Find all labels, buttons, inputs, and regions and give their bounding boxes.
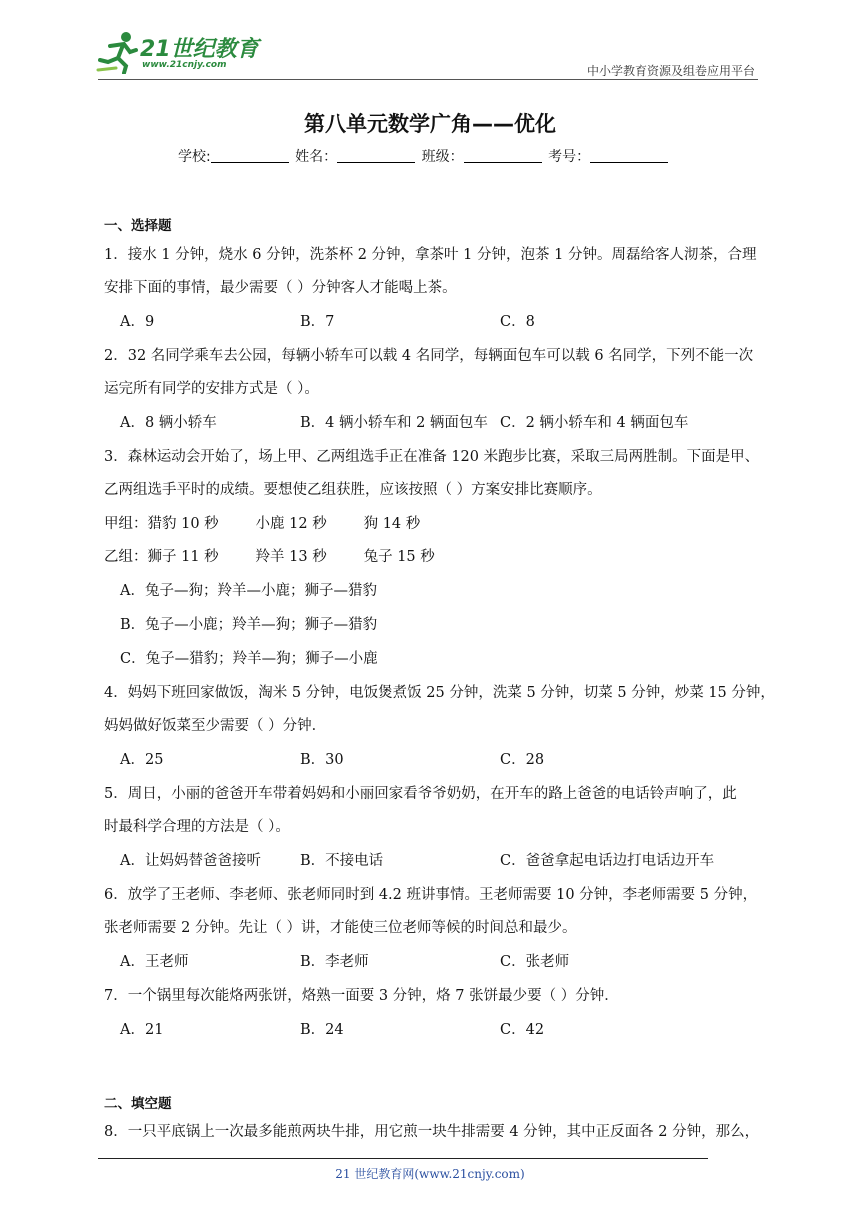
question-5-option-b[interactable]: B．不接电话 — [300, 853, 384, 869]
question-4-text: 4．妈妈下班回家做饭，淘米 5 分钟，电饭煲煮饭 25 分钟，洗菜 5 分钟，切菜 5 分钟，炒菜 15 分钟， — [104, 685, 775, 701]
page-title: 第八单元数学广角——优化 — [304, 112, 556, 136]
question-5-option-a[interactable]: A．让妈妈替爸爸接听 — [120, 853, 261, 869]
question-7-option-a[interactable]: A．21 — [120, 1022, 164, 1038]
platform-name: 中小学教育资源及组卷应用平台 — [586, 64, 755, 78]
question-4-text-cont: 妈妈做好饭菜至少需要（ ）分钟． — [104, 718, 327, 734]
question-2-option-a[interactable]: A．8 辆小轿车 — [120, 415, 217, 431]
header-divider — [98, 79, 758, 80]
name-blank[interactable] — [337, 148, 415, 163]
class-blank[interactable] — [464, 148, 542, 163]
question-7-option-b[interactable]: B．24 — [300, 1022, 344, 1038]
site-logo[interactable] — [96, 30, 266, 78]
section-heading-choice: 一、选择题 — [104, 218, 172, 234]
logo-url: www.21cnjy.com — [142, 60, 227, 70]
school-blank[interactable] — [211, 148, 289, 163]
question-5-text: 5．周日，小丽的爸爸开车带着妈妈和小丽回家看爷爷奶奶，在开车的路上爸爸的电话铃声响了，此 — [104, 786, 737, 802]
question-4-option-c[interactable]: C．28 — [500, 752, 545, 768]
question-3-text: 3．森林运动会开始了，场上甲、乙两组选手正在准备 120 米跑步比赛，采取三局两胜制。下面是甲、 — [104, 449, 760, 465]
name-label: 姓名： — [295, 149, 338, 165]
question-3-group-b: 乙组：狮子 11 秒 羚羊 13 秒 兔子 15 秒 — [104, 549, 435, 565]
question-2-option-b[interactable]: B．4 辆小轿车和 2 辆面包车 — [300, 415, 488, 431]
exam-number-blank[interactable] — [590, 148, 668, 163]
question-1-option-b[interactable]: B．7 — [300, 314, 335, 330]
question-6-text: 6．放学了王老师、李老师、张老师同时到 4.2 班讲事情。王老师需要 10 分钟，李老师需要 5 分钟， — [104, 887, 758, 903]
question-2-option-c[interactable]: C．2 辆小轿车和 4 辆面包车 — [500, 415, 689, 431]
logo-text: 21世纪教育 — [140, 37, 259, 62]
page-header — [0, 0, 860, 90]
question-3-group-a: 甲组：猎豹 10 秒 小鹿 12 秒 狗 14 秒 — [104, 516, 421, 532]
exam-number-label: 考号： — [548, 149, 591, 165]
question-1-text-cont: 安排下面的事情，最少需要（ ）分钟客人才能喝上茶。 — [104, 280, 457, 296]
question-3-text-cont: 乙两组选手平时的成绩。要想使乙组获胜，应该按照（ ）方案安排比赛顺序。 — [104, 482, 602, 498]
runner-icon — [96, 30, 140, 74]
question-6-option-b[interactable]: B．李老师 — [300, 954, 369, 970]
question-7-option-c[interactable]: C．42 — [500, 1022, 545, 1038]
question-4-option-b[interactable]: B．30 — [300, 752, 344, 768]
section-heading-fill: 二、填空题 — [104, 1096, 172, 1112]
question-7-text: 7．一个锅里每次能烙两张饼，烙熟一面要 3 分钟，烙 7 张饼最少要（ ）分钟． — [104, 988, 619, 1004]
student-info-line — [178, 146, 670, 166]
question-6-text-cont: 张老师需要 2 分钟。先让（ ）讲，才能使三位老师等候的时间总和最少。 — [104, 920, 577, 936]
question-1-option-c[interactable]: C．8 — [500, 314, 535, 330]
question-8-text: 8．一只平底锅上一次最多能煎两块牛排，用它煎一块牛排需要 4 分钟，其中正反面各 2 分钟，那么， — [104, 1124, 760, 1140]
footer-divider — [98, 1158, 708, 1159]
question-2-text: 2．32 名同学乘车去公园，每辆小轿车可以载 4 名同学，每辆面包车可以载 6 名同学，下列不能一次 — [104, 348, 754, 364]
question-3-option-b[interactable]: B．兔子—小鹿；羚羊—狗；狮子—猎豹 — [120, 617, 378, 633]
question-3-option-a[interactable]: A．兔子—狗；羚羊—小鹿；狮子—猎豹 — [120, 583, 377, 599]
page-footer[interactable]: 21 世纪教育网(www.21cnjy.com) — [335, 1167, 525, 1181]
question-5-option-c[interactable]: C．爸爸拿起电话边打电话边开车 — [500, 853, 715, 869]
question-2-text-cont: 运完所有同学的安排方式是（ ）。 — [104, 381, 319, 397]
question-6-option-c[interactable]: C．张老师 — [500, 954, 570, 970]
class-label: 班级： — [421, 149, 464, 165]
question-5-text-cont: 时最科学合理的方法是（ ）。 — [104, 819, 290, 835]
question-6-option-a[interactable]: A．王老师 — [120, 954, 189, 970]
question-1-text: 1．接水 1 分钟，烧水 6 分钟，洗茶杯 2 分钟，拿茶叶 1 分钟，泡茶 1 分钟。周磊给客人沏茶，合理 — [104, 247, 757, 263]
question-4-option-a[interactable]: A．25 — [120, 752, 164, 768]
school-label: 学校: — [178, 149, 211, 165]
question-1-option-a[interactable]: A．9 — [120, 314, 155, 330]
question-3-option-c[interactable]: C．兔子—猎豹；羚羊—狗；狮子—小鹿 — [120, 651, 378, 667]
